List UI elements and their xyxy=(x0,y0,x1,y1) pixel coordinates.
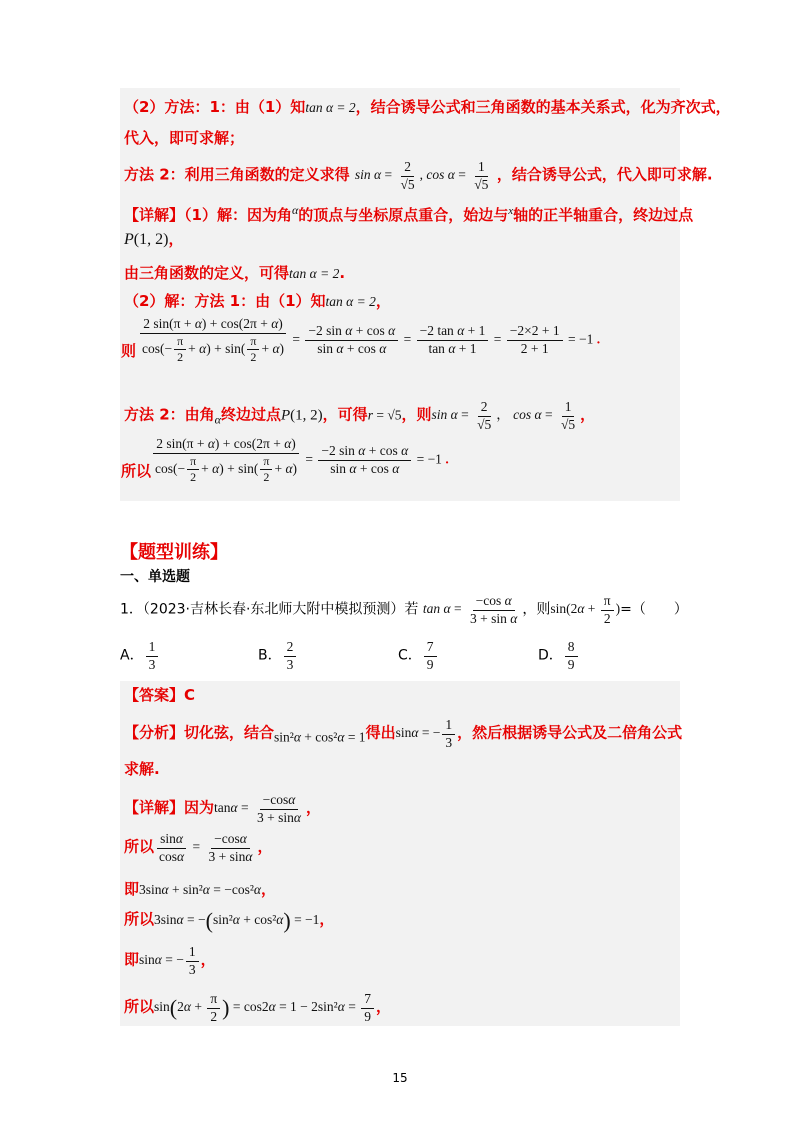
p1-line7-text: （2）解：方法 1：由（1）知 xyxy=(124,292,326,310)
math-step-2: 3sinα + sin²α = −cos²α xyxy=(139,882,262,897)
choice-a-label: A． xyxy=(120,647,144,664)
p1-line3-text-a: 方法 2：利用三角函数的定义求得 xyxy=(124,165,350,184)
equation-method1: 2 sin(π + α) + cos(2π + α) cos(− $\frac{\pi}{2}$ + α) + sin( $\frac{\pi}{2}$ + α) = $\frac{\text{−2 sin α + cos α}}{\text{sin α + cos α}}$ = $\frac{\text{−2 tan α + 1}}{\text{tan α + 1}}$ = $\frac{-2\times 2 + 1}{2 + 1}$ = −1 . xyxy=(142,316,601,365)
p1-line2: 代入，即可求解； xyxy=(124,129,245,147)
step-5: 所以sin(2α + $\frac{\pi}{2}$ ) = cos2α = 1 − 2sin²α = $\frac{7}{9}$ ， xyxy=(124,991,391,1024)
choice-d-value: $\frac{8}{9}$ xyxy=(563,647,580,662)
p1-suoyi: 所以 xyxy=(121,462,152,480)
p1-line6-text: 由三角函数的定义，可得 xyxy=(124,264,290,282)
step-1-label: 所以 xyxy=(124,837,155,856)
math-step-1: $\frac{\sin\alpha}{\cos\alpha}$ = $\frac{-\cos\alpha}{3 + \sin\alpha}$ xyxy=(159,831,253,864)
section-heading: 【题型训练】 xyxy=(120,542,228,563)
p1-method2-text-d: ，则 xyxy=(401,405,432,424)
math-q1-target: sin(2α + $\frac{\pi}{2}$ ) xyxy=(550,593,621,626)
math-point-p: P(1, 2) xyxy=(124,231,169,248)
p1-detail-line xyxy=(124,203,693,225)
math-sin-cos-2: sin α = $\frac{2}{√5}$ ， cos α = $\frac{1}{√5}$ xyxy=(431,399,576,432)
analysis-text-b: 得出 xyxy=(365,723,396,742)
math-identity: sin²α + cos²α = 1 xyxy=(274,729,366,745)
p1-ze: 则 xyxy=(121,342,137,360)
p1-method2-text-b: 终边过点 xyxy=(220,405,281,424)
section-subheading: 一、单选题 xyxy=(120,569,190,585)
detail2-line: 【详解】因为tanα = $\frac{-\cos\alpha}{3 + \sin\alpha}$ ， xyxy=(124,792,321,825)
math-q1-condition: tan α = $\frac{\text{−cos α}}{\text{3 + sin α}}$ xyxy=(422,593,518,626)
step-5-label: 所以 xyxy=(124,997,155,1016)
math-tan-eq-2b: tan α = 2 xyxy=(289,266,340,281)
step-4: 即sinα = − $\frac{1}{3}$ ， xyxy=(124,944,216,977)
p1-line5 xyxy=(124,228,183,249)
math-step-4: sinα = − $\frac{1}{3}$ xyxy=(139,952,201,967)
p1-method2-text-a: 方法 2：由角 xyxy=(124,405,215,424)
math-tan-given: tanα = $\frac{-\cos\alpha}{3 + \sin\alpha}$ xyxy=(214,792,301,825)
p1-method2-text-c: ，可得 xyxy=(322,405,368,424)
page-number: 15 xyxy=(392,1071,408,1085)
choice-b-label: B． xyxy=(258,647,282,664)
step-4-label: 即 xyxy=(124,950,140,969)
math-step-5: sin(2α + $\frac{\pi}{2}$ ) = cos2α = 1 − 2sin²α = $\frac{7}{9}$ xyxy=(154,999,376,1014)
p1-detail-text-a: 【详解】（1）解：因为角 xyxy=(124,206,292,224)
choice-c-value: $\frac{7}{9}$ xyxy=(422,647,439,662)
detail2-text: 【详解】因为 xyxy=(124,798,215,817)
math-alpha-2: α xyxy=(214,412,221,427)
question-1 xyxy=(120,594,688,627)
choice-b-value: $\frac{2}{3}$ xyxy=(282,647,299,662)
step-2: 即3sinα + sin²α = −cos²α， xyxy=(124,880,277,898)
answer-line: 【答案】C xyxy=(124,686,196,704)
p1-line1 xyxy=(124,96,731,117)
math-sin-cos-values: sin α = $\frac{2}{√5}$ , cos α = $\frac{1}{√5}$ xyxy=(354,159,489,192)
math-step-3: 3sinα = −(sin²α + cos²α) = −1 xyxy=(154,908,320,933)
p1-line5-comma: ， xyxy=(168,230,184,248)
math-tan-eq-2: tan α = 2 xyxy=(305,100,356,115)
choice-c[interactable] xyxy=(398,640,439,673)
step-3-label: 所以 xyxy=(124,910,155,929)
p1-line3 xyxy=(124,160,713,193)
math-alpha: α xyxy=(291,203,299,217)
math-r: r = √5 xyxy=(367,407,402,423)
analysis-text-a: 【分析】切化弦，结合 xyxy=(124,723,275,742)
p1-line1-text-a: （2）方法：1：由（1）知 xyxy=(124,98,306,116)
p1-detail-text-c: 轴的正半轴重合，终边过点 xyxy=(513,206,694,224)
p1-detail-text-b: 的顶点与坐标原点重合，始边与 xyxy=(298,206,509,224)
p1-line7: （2）解：方法 1：由（1）知tan α = 2， xyxy=(124,292,391,310)
p1-line1-text-b: ，结合诱导公式和三角函数的基本关系式，化为齐次式， xyxy=(355,98,731,116)
p1-line3-text-b: ，结合诱导公式，代入即可求解. xyxy=(496,165,713,184)
step-2-label: 即 xyxy=(124,880,140,898)
analysis-text-c: ，然后根据诱导公式及二倍角公式 xyxy=(457,723,683,742)
question-1-blank: =（ ） xyxy=(620,601,688,618)
question-1-then: ，则 xyxy=(522,601,551,618)
equation-method2: 2 sin(π + α) + cos(2π + α) cos(− $\frac{\pi}{2}$ + α) + sin( $\frac{\pi}{2}$ + α) = $\frac{\text{−2 sin α + cos α}}{\text{sin α + cos α}}$ = −1 . xyxy=(155,436,449,485)
analysis-line xyxy=(124,718,682,751)
choice-c-label: C． xyxy=(398,647,422,664)
math-sin-neg-third: sinα = − $\frac{1}{3}$ xyxy=(396,725,458,740)
choice-b[interactable] xyxy=(258,640,298,673)
p1-method2-line: 方法 2：由角$_\alpha$终边过点P(1, 2)，可得r = √5，则sin α = $\frac{2}{√5}$ ， cos α = $\frac{1}{√5}$ ， xyxy=(124,399,596,432)
math-point-p-2: P(1, 2) xyxy=(281,407,323,424)
step-1: 所以 $\frac{\sin\alpha}{\cos\alpha}$ = $\frac{-\cos\alpha}{3 + \sin\alpha}$ ， xyxy=(124,831,273,864)
choice-d-label: D． xyxy=(538,647,563,664)
choice-a[interactable] xyxy=(120,640,160,673)
p1-line6: 由三角函数的定义，可得tan α = 2. xyxy=(124,264,346,282)
math-tan-eq-2c: tan α = 2 xyxy=(325,294,376,309)
choice-d[interactable] xyxy=(538,640,580,673)
math-x: x xyxy=(508,205,514,217)
question-1-text: 1．（2023·吉林长春·东北师大附中模拟预测）若 xyxy=(120,601,419,618)
step-3: 所以3sinα = −(sin²α + cos²α) = −1， xyxy=(124,908,335,933)
analysis-line2: 求解. xyxy=(124,760,160,778)
choice-a-value: $\frac{1}{3}$ xyxy=(144,647,161,662)
